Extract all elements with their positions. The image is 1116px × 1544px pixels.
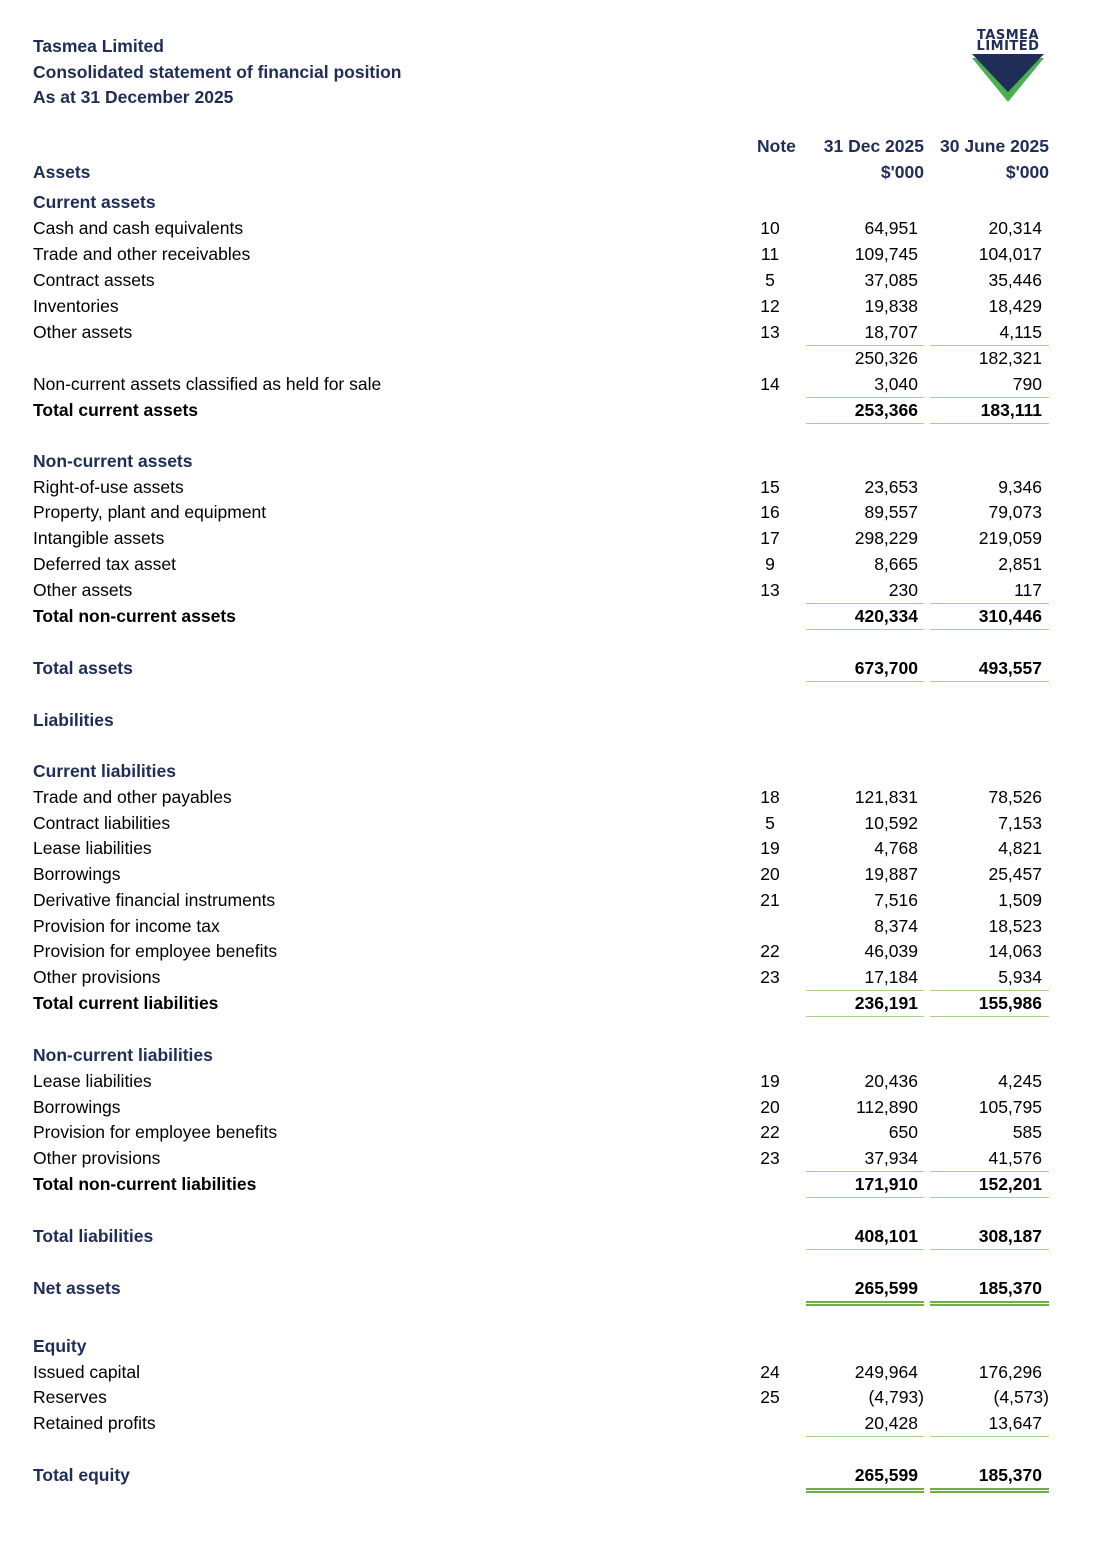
- prior-value: 4,245: [998, 1071, 1042, 1091]
- prior-value: 2,851: [998, 554, 1042, 574]
- table-row: [0, 836, 1116, 862]
- current-value: 19,887: [864, 864, 918, 884]
- logo-line-1: TASMEA: [976, 28, 1040, 43]
- logo-wordmark: [958, 30, 1058, 52]
- double-underline: [806, 1301, 924, 1306]
- net-assets-row: [0, 1276, 1116, 1302]
- current-value: 17,184: [864, 967, 918, 987]
- line-item-label: Other provisions: [33, 967, 161, 987]
- table-row: [0, 216, 1116, 242]
- underline: [930, 1249, 1049, 1250]
- current-value: 249,964: [854, 1362, 918, 1382]
- note-ref: 17: [760, 528, 780, 548]
- current-period-header: 31 Dec 2025: [823, 136, 924, 156]
- current-value: 4,768: [874, 838, 918, 858]
- table-row: [0, 320, 1116, 346]
- prior-unit-header: $'000: [1005, 162, 1049, 182]
- line-item-label: Lease liabilities: [33, 838, 152, 858]
- current-value: 265,599: [854, 1278, 918, 1298]
- total-label: Total current liabilities: [33, 993, 219, 1013]
- current-value: 109,745: [854, 244, 918, 264]
- line-item-label: Property, plant and equipment: [33, 502, 267, 522]
- prior-value: 219,059: [978, 528, 1042, 548]
- section-heading: Non-current assets: [33, 451, 193, 471]
- total-label: Total non-current assets: [33, 606, 236, 626]
- underline: [930, 629, 1049, 630]
- logo-line-2: LIMITED: [976, 39, 1040, 54]
- underline: [806, 423, 924, 424]
- total-label: Total assets: [33, 658, 133, 678]
- section-heading: Assets: [33, 162, 91, 182]
- prior-value: 13,647: [988, 1413, 1042, 1433]
- total-row: [0, 604, 1116, 630]
- line-item-label: Deferred tax asset: [33, 554, 176, 574]
- current-value: 20,436: [864, 1071, 918, 1091]
- section-heading: Liabilities: [33, 710, 114, 730]
- current-value: 8,374: [874, 916, 918, 936]
- table-row: [0, 372, 1116, 398]
- note-ref: 24: [760, 1362, 780, 1382]
- current-value: 673,700: [854, 658, 918, 678]
- line-item-label: Cash and cash equivalents: [33, 218, 244, 238]
- table-row: [0, 785, 1116, 811]
- prior-value: 5,934: [998, 967, 1042, 987]
- total-liabilities-row: [0, 1224, 1116, 1250]
- note-ref: 13: [760, 580, 780, 600]
- table-row: [0, 939, 1116, 965]
- note-ref: 25: [760, 1387, 780, 1407]
- underline: [930, 681, 1049, 682]
- current-value: 19,838: [864, 296, 918, 316]
- prior-value: 25,457: [988, 864, 1042, 884]
- underline: [930, 1016, 1049, 1017]
- total-label: Total current assets: [33, 400, 199, 420]
- line-item-label: Derivative financial instruments: [33, 890, 276, 910]
- total-row: [0, 1172, 1116, 1198]
- table-row: [0, 1360, 1116, 1386]
- current-value: 236,191: [854, 993, 918, 1013]
- current-value: 10,592: [864, 813, 918, 833]
- line-item-label: Reserves: [33, 1387, 107, 1407]
- table-row: [0, 888, 1116, 914]
- underline: [806, 681, 924, 682]
- prior-value: 104,017: [978, 244, 1042, 264]
- prior-value: 185,370: [978, 1465, 1042, 1485]
- total-row: [0, 991, 1116, 1017]
- current-value: 650: [888, 1122, 918, 1142]
- line-item-label: Trade and other receivables: [33, 244, 251, 264]
- table-row: [0, 475, 1116, 501]
- current-value: 37,934: [864, 1148, 918, 1168]
- prior-value: 14,063: [988, 941, 1042, 961]
- line-item-label: Other provisions: [33, 1148, 161, 1168]
- note-ref: 5: [765, 270, 775, 290]
- section-current-liabilities: [0, 759, 1116, 785]
- table-row: [0, 1095, 1116, 1121]
- underline: [930, 1197, 1049, 1198]
- line-item-label: Lease liabilities: [33, 1071, 152, 1091]
- prior-value: 117: [1014, 580, 1042, 600]
- table-row: [0, 965, 1116, 991]
- logo-triangle-icon: [972, 54, 1044, 104]
- prior-value: 182,321: [978, 348, 1042, 368]
- double-underline: [806, 1488, 924, 1493]
- prior-period-header: 30 June 2025: [940, 136, 1049, 156]
- section-non-current-liabilities: [0, 1043, 1116, 1069]
- underline: [806, 1197, 924, 1198]
- note-ref: 23: [760, 967, 780, 987]
- prior-value: 176,296: [978, 1362, 1042, 1382]
- line-item-label: Other assets: [33, 322, 133, 342]
- note-ref: 15: [760, 477, 780, 497]
- table-row: [0, 268, 1116, 294]
- total-label: Total equity: [33, 1465, 130, 1485]
- subtotal-row: [0, 346, 1116, 372]
- note-ref: 20: [760, 864, 780, 884]
- underline: [806, 629, 924, 630]
- note-ref: 19: [760, 838, 780, 858]
- underline: [806, 1436, 924, 1437]
- current-value: 18,707: [864, 322, 918, 342]
- document-header: [33, 34, 402, 111]
- prior-value: 790: [1012, 374, 1042, 394]
- note-ref: 14: [760, 374, 780, 394]
- table-row: [0, 862, 1116, 888]
- section-heading: Non-current liabilities: [33, 1045, 213, 1065]
- current-value: 20,428: [864, 1413, 918, 1433]
- current-value: 8,665: [874, 554, 918, 574]
- note-ref: 21: [760, 890, 780, 910]
- current-value: (4,793): [868, 1387, 924, 1407]
- line-item-label: Non-current assets classified as held for sale: [33, 374, 382, 394]
- section-heading: Current assets: [33, 192, 156, 212]
- section-non-current-assets: [0, 449, 1116, 475]
- prior-value: 79,073: [988, 502, 1042, 522]
- note-ref: 9: [765, 554, 775, 574]
- table-row: [0, 914, 1116, 940]
- line-item-label: Contract liabilities: [33, 813, 171, 833]
- prior-value: 155,986: [978, 993, 1042, 1013]
- total-label: Total non-current liabilities: [33, 1174, 257, 1194]
- prior-value: 308,187: [978, 1226, 1042, 1246]
- current-value: 37,085: [864, 270, 918, 290]
- prior-value: 9,346: [998, 477, 1042, 497]
- prior-value: 1,509: [998, 890, 1042, 910]
- prior-value: 152,201: [978, 1174, 1042, 1194]
- table-row: [0, 552, 1116, 578]
- section-heading: Equity: [33, 1336, 87, 1356]
- line-item-label: Provision for employee benefits: [33, 1122, 278, 1142]
- prior-value: 493,557: [978, 658, 1042, 678]
- table-row: [0, 1120, 1116, 1146]
- prior-value: 18,523: [988, 916, 1042, 936]
- total-label: Net assets: [33, 1278, 121, 1298]
- underline: [930, 1436, 1049, 1437]
- tasmea-logo: [958, 30, 1058, 108]
- total-row: [0, 398, 1116, 424]
- current-value: 420,334: [854, 606, 918, 626]
- current-value: 3,040: [874, 374, 918, 394]
- total-label: Total liabilities: [33, 1226, 154, 1246]
- statement-title: Consolidated statement of financial position: [33, 61, 402, 82]
- double-underline: [930, 1301, 1049, 1306]
- line-item-label: Right-of-use assets: [33, 477, 184, 497]
- note-column-header: Note: [757, 136, 796, 156]
- line-item-label: Intangible assets: [33, 528, 165, 548]
- current-value: 89,557: [864, 502, 918, 522]
- note-ref: 16: [760, 502, 780, 522]
- prior-value: 20,314: [988, 218, 1042, 238]
- underline: [806, 1249, 924, 1250]
- line-item-label: Contract assets: [33, 270, 155, 290]
- prior-value: 41,576: [988, 1148, 1042, 1168]
- prior-value: 183,111: [980, 400, 1042, 420]
- note-ref: 11: [760, 244, 780, 264]
- note-ref: 5: [765, 813, 775, 833]
- note-ref: 20: [760, 1097, 780, 1117]
- current-value: 253,366: [854, 400, 918, 420]
- note-ref: 22: [760, 1122, 780, 1142]
- note-ref: 19: [760, 1071, 780, 1091]
- line-item-label: Provision for income tax: [33, 916, 220, 936]
- section-assets: [0, 160, 1116, 186]
- line-item-label: Trade and other payables: [33, 787, 232, 807]
- prior-value: 78,526: [988, 787, 1042, 807]
- prior-value: 310,446: [978, 606, 1042, 626]
- table-row: [0, 1411, 1116, 1437]
- company-name: Tasmea Limited: [33, 36, 164, 56]
- table-row: [0, 578, 1116, 604]
- note-ref: 18: [760, 787, 780, 807]
- underline: [806, 1016, 924, 1017]
- table-row: [0, 811, 1116, 837]
- current-value: 46,039: [864, 941, 918, 961]
- current-value: 64,951: [864, 218, 918, 238]
- section-equity: [0, 1334, 1116, 1360]
- table-row: [0, 1385, 1116, 1411]
- current-unit-header: $'000: [880, 162, 924, 182]
- current-value: 298,229: [854, 528, 918, 548]
- prior-value: (4,573): [993, 1387, 1049, 1407]
- double-underline: [930, 1488, 1049, 1493]
- total-assets-row: [0, 656, 1116, 682]
- section-liabilities: [0, 708, 1116, 734]
- table-row: [0, 526, 1116, 552]
- note-ref: 22: [760, 941, 780, 961]
- section-heading: Current liabilities: [33, 761, 176, 781]
- prior-value: 7,153: [998, 813, 1042, 833]
- line-item-label: Provision for employee benefits: [33, 941, 278, 961]
- current-value: 7,516: [874, 890, 918, 910]
- underline: [930, 423, 1049, 424]
- line-item-label: Borrowings: [33, 1097, 121, 1117]
- table-row: [0, 242, 1116, 268]
- current-value: 23,653: [864, 477, 918, 497]
- statement-date: As at 31 December 2025: [33, 87, 234, 107]
- prior-value: 35,446: [988, 270, 1042, 290]
- note-ref: 13: [760, 322, 780, 342]
- line-item-label: Other assets: [33, 580, 133, 600]
- prior-value: 105,795: [978, 1097, 1042, 1117]
- prior-value: 4,115: [999, 322, 1042, 342]
- table-row: [0, 1069, 1116, 1095]
- current-value: 112,890: [856, 1097, 918, 1117]
- current-value: 171,910: [854, 1174, 918, 1194]
- section-current-assets: [0, 190, 1116, 216]
- note-ref: 10: [760, 218, 780, 238]
- current-value: 230: [888, 580, 918, 600]
- prior-value: 4,821: [998, 838, 1042, 858]
- prior-value: 18,429: [988, 296, 1042, 316]
- prior-value: 585: [1012, 1122, 1042, 1142]
- table-row: [0, 500, 1116, 526]
- line-item-label: Retained profits: [33, 1413, 156, 1433]
- total-equity-row: [0, 1463, 1116, 1489]
- table-row: [0, 294, 1116, 320]
- current-value: 250,326: [854, 348, 918, 368]
- current-value: 121,831: [854, 787, 918, 807]
- line-item-label: Borrowings: [33, 864, 121, 884]
- note-ref: 12: [760, 296, 780, 316]
- prior-value: 185,370: [978, 1278, 1042, 1298]
- table-row: [0, 1146, 1116, 1172]
- current-value: 265,599: [854, 1465, 918, 1485]
- line-item-label: Inventories: [33, 296, 119, 316]
- line-item-label: Issued capital: [33, 1362, 141, 1382]
- current-value: 408,101: [854, 1226, 918, 1246]
- note-ref: 23: [760, 1148, 780, 1168]
